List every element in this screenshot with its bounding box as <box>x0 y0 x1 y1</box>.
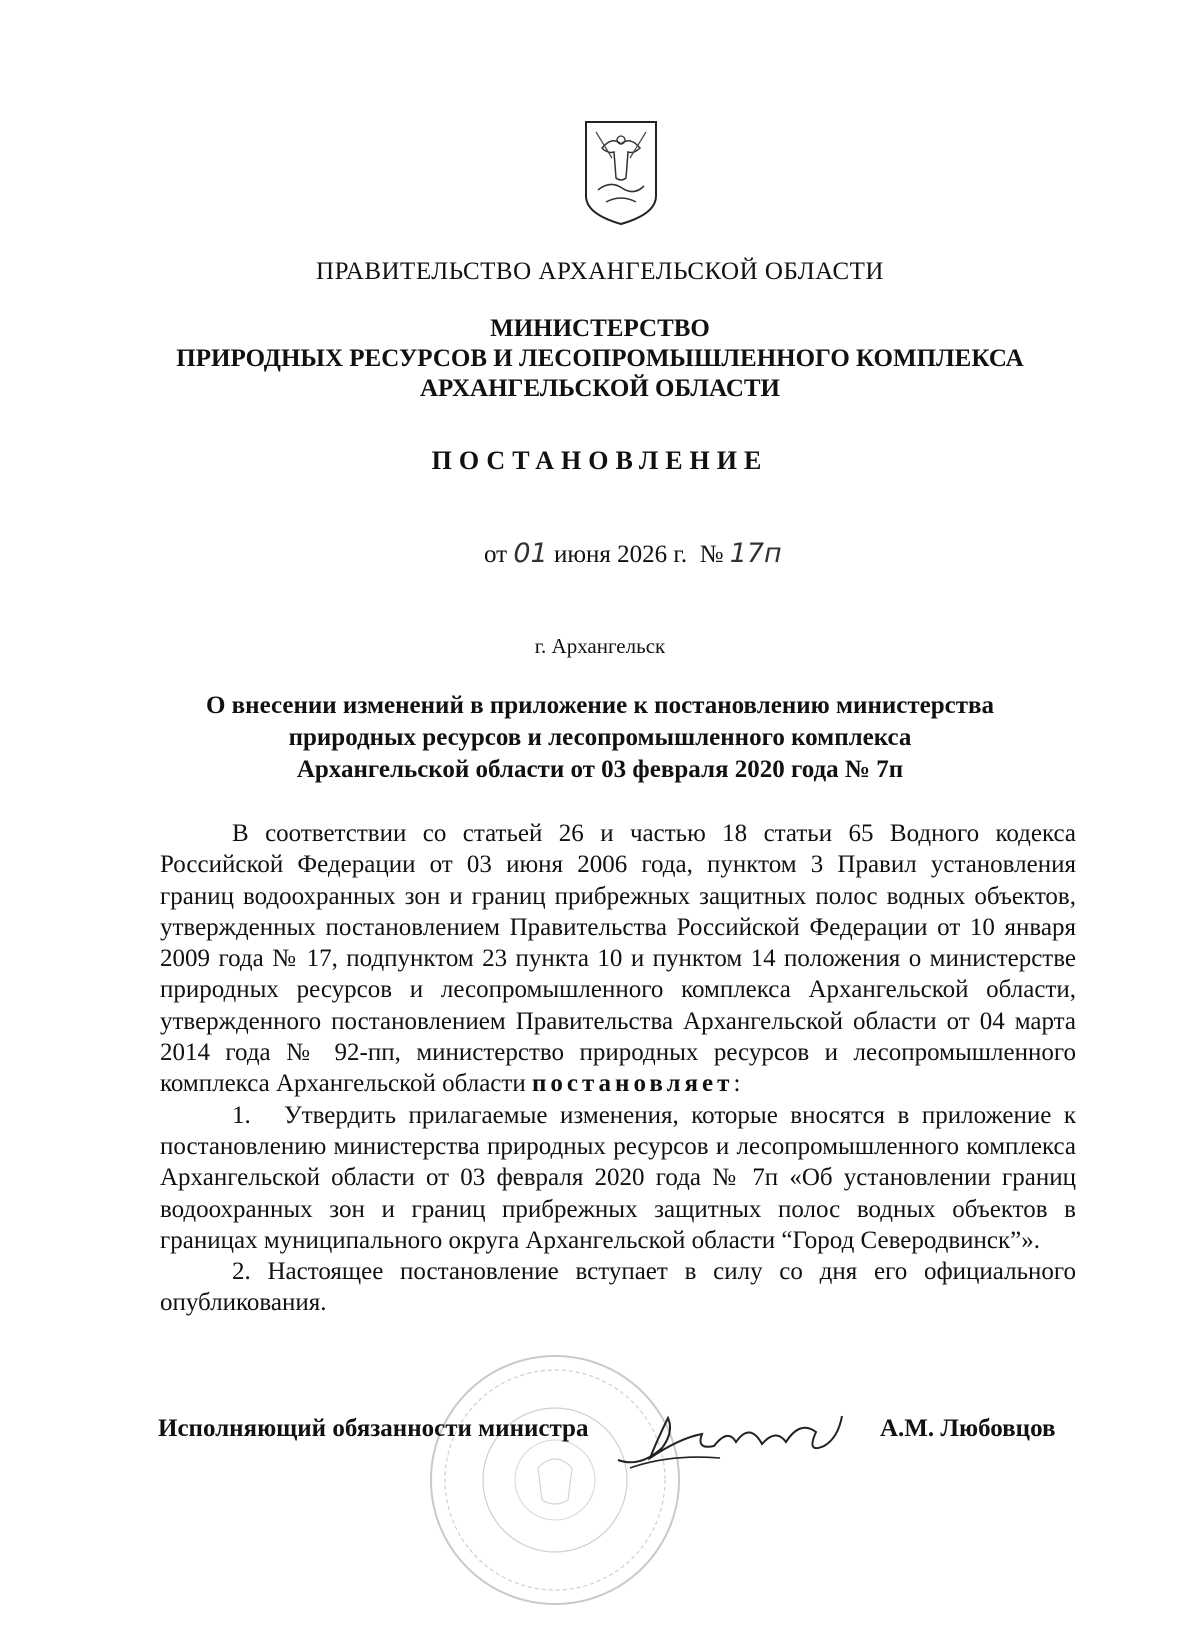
number-sign: № <box>699 541 724 568</box>
document-body <box>160 818 1076 1319</box>
subject-line: Архангельской области от 03 февраля 2020 года № 7п <box>296 756 904 783</box>
handwritten-day: 01 <box>513 538 548 569</box>
preamble-paragraph <box>160 818 1076 1100</box>
coat-of-arms-emblem <box>582 118 660 228</box>
resolves-word: постановляет <box>531 1070 734 1098</box>
subject-line: природных ресурсов и лесопромышленного комплекса <box>288 724 912 751</box>
item-2-paragraph: 2. Настоящее постановление вступает в силу со дня его официального опубликования. <box>160 1258 1076 1317</box>
city: г. Архангельск <box>534 634 666 658</box>
official-seal-stamp <box>420 1350 690 1610</box>
item-1-paragraph <box>160 1100 1076 1256</box>
date-month-year: июня 2026 г. <box>553 541 688 568</box>
handwritten-signature <box>610 1398 850 1478</box>
date-prefix: от <box>484 541 508 568</box>
ministry-line: ПРИРОДНЫХ РЕСУРСОВ И ЛЕСОПРОМЫШЛЕННОГО КОМПЛЕКСА <box>176 345 1024 372</box>
document-subject <box>0 690 1200 786</box>
date-number-line <box>484 538 782 569</box>
item-1-text: Утвердить прилагаемые изменения, которые вносятся в приложение к постановлению министерства природных ресурсов и лесопромышленного комплекса Архангельской области от 03 февраля 2020 года № 7п «Об установлении границ водоохранных зон и границ прибрежных защитных полос водных объектов в границах муниципального округа Архангельской области “Город Северодвинск”». <box>160 1101 1076 1254</box>
signatory-position: Исполняющий обязанности министра <box>158 1415 589 1442</box>
signatory-name: А.М. Любовцов <box>880 1415 1056 1442</box>
handwritten-number: 17п <box>729 538 782 569</box>
resolves-suffix: : <box>733 1070 741 1098</box>
government-title: ПРАВИТЕЛЬСТВО АРХАНГЕЛЬСКОЙ ОБЛАСТИ <box>316 258 884 285</box>
ministry-line: АРХАНГЕЛЬСКОЙ ОБЛАСТИ <box>420 375 780 402</box>
ministry-line: МИНИСТЕРСТВО <box>490 315 710 342</box>
ministry-title <box>0 314 1200 404</box>
item-1-number: 1. <box>232 1101 251 1129</box>
document-type: ПОСТАНОВЛЕНИЕ <box>431 446 769 475</box>
subject-line: О внесении изменений в приложение к постановлению министерства <box>205 692 995 719</box>
preamble-text: В соответствии со статьей 26 и частью 18 статьи 65 Водного кодекса Российской Федерации от 03 июня 2006 года, пунктом 3 Правил установления границ водоохранных зон и границ прибрежных защитных полос водных объектов, утвержденных постановлением Правительства Российской Федерации от 10 января 2009 года № 17, подпунктом 23 пункта 10 и пунктом 14 положения о министерстве природных ресурсов и лесопромышленного комплекса Архангельской области, утвержденного постановлением Правительства Архангельской области от 04 марта 2014 года № 92-пп, министерство природных ресурсов и лесопромышленного комплекса Архангельской области <box>160 820 1076 1098</box>
